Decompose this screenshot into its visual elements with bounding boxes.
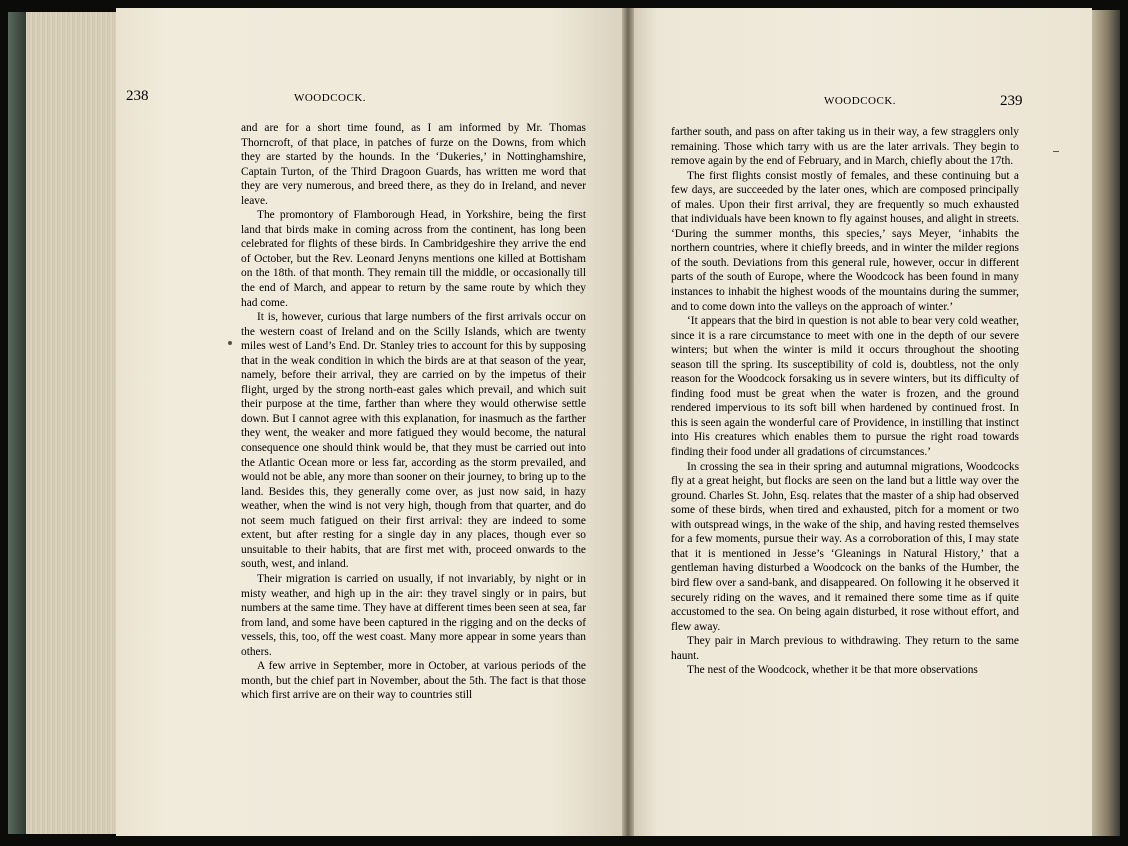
paragraph: It is, however, curious that large numbers of the first arrivals occur on the western coast of Ireland and on the Scilly Islands, which are twenty miles west of Land’s End. Dr. Stanley tries to account for this by supposing that in the weak condition in which the birds are at that season of the year, namely, before their arrival, they are carried on by the impetus of their flight, urged by the strong north-east gales which prevail, and which suit their purpose at the time, farther than where they would otherwise settle down. But I cannot agree with this explanation, for inasmuch as the farther they went, the weaker and more fatigued they would become, the natural consequence one should think would be, that they must be carried out into the Atlantic Ocean more or less far, according as the storm prevailed, and would not be able, any more than sooner on their journey, to bring up to the land. Besides this, they generally come over, as just now said, in hazy weather, when the wind is not very high, though from that quarter, and do not seem much fatigued on their first arrival: they are indeed to some extent, but after resting for a single day in any places, though ever so unsuitable to their habits, that are first met with, proceed onwards to the south, west, and inland.: [241, 311, 586, 571]
left-page-body: [241, 121, 586, 703]
right-page-body: [671, 125, 1019, 678]
page-edges-left: [8, 12, 117, 834]
paragraph: Their migration is carried on usually, if not invariably, by night or in misty weather, and high up in the air: they travel singly or in pairs, but numbers at the same time. They have at different times been seen at sea, far from land, and some have been captured in the rigging and on the decks of vessels, this, too, off the west coast. Many more appear in some years than others.: [241, 572, 586, 658]
margin-mark: [228, 341, 232, 345]
paragraph: and are for a short time found, as I am informed by Mr. Thomas Thorncroft, of that place, in patches of furze on the Downs, from which they are started by the hounds. In the ‘Dukeries,’ in Nottinghamshire, Captain Turton, of the Third Dragoon Guards, has written me word that they are very numerous, and breed there, as they do in Ireland, and never leave.: [241, 122, 586, 207]
paragraph: The first flights consist mostly of females, and these continuing but a few days, are succeeded by the later ones, which are composed principally of males. Upon their first arrival, they are frequently so much exhausted that individuals have been known to fly against houses, and alight in streets. ‘During the summer months, this species,’ says Meyer, ‘inhabits the northern countries, where it chiefly breeds, and in winter the milder regions of the south. Deviations from this general rule, however, occur in different parts of the south of Europe, where the Woodcock has been found in many instances to inhabit the highest woods of the mountains during the summer, and to come down into the valleys on the approach of winter.’: [671, 169, 1019, 313]
paragraph: The promontory of Flamborough Head, in Yorkshire, being the first land that birds make in coming across from the continent, has long been celebrated for flights of these birds. In Cambridgeshire they arrive the end of October, but the Rev. Leonard Jenyns mentions one killed at Bottisham on the 18th. of that month. They remain till the middle, or occasionally till the end of March, and appear to return by the same route by which they had come.: [241, 209, 586, 309]
right-page-number: 239: [1000, 93, 1023, 109]
paragraph: farther south, and pass on after taking us in their way, a few stragglers only remaining. Those which tarry with us are the later arrivals. They begin to remove again by the end of February, and in March, chiefly about the 17th.: [671, 126, 1019, 168]
left-page-number: 238: [126, 88, 149, 104]
left-running-head: WOODCOCK.: [293, 92, 367, 104]
paragraph: They pair in March previous to withdrawing. They return to the same haunt.: [671, 635, 1019, 662]
paragraph: ‘It appears that the bird in question is not able to bear very cold weather, since it is a rare circumstance to meet with one in the depth of our severe winters; but when the winter is mild it occurs throughout the shooting season till the spring. Its susceptibility of cold is, doubtless, not the only reason for the Woodcock forsaking us in severe winters, but its difficulty of finding food must be great when the water is frozen, and the ground rendered impervious to its soft bill when hardened by continued frost. In this is seen again the wonderful care of Providence, in instilling that instinct into His creatures which enables them to pursue the right road towards finding their food under all gradations of circumstances.’: [671, 315, 1019, 459]
margin-mark: [1053, 151, 1059, 152]
paragraph: In crossing the sea in their spring and autumnal migrations, Woodcocks fly at a great height, but flocks are seen on the land but a little way over the ground. Charles St. John, Esq. relates that the master of a ship had observed some of these birds, when tired and exhausted, pitch for a moment or two with outspread wings, in the wake of the ship, and having rested themselves for a few moments, pursue their way. As a corroboration of this, I may state that it is mentioned in Jesse’s ‘Gleanings in Natural History,’ that a gentleman having disturbed a Woodcock on the banks of the Humber, the bird flew over a sand-bank, and disappeared. On following it he observed it securely riding on the waves, and it remained there some time as if quite accustomed to the sea. On being again disturbed, it rose without effort, and flew away.: [671, 460, 1019, 633]
page-edges-right: [1090, 10, 1120, 836]
paragraph: The nest of the Woodcock, whether it be that more observations: [687, 664, 978, 677]
book-gutter: [622, 8, 634, 836]
right-running-head: WOODCOCK.: [823, 95, 897, 107]
paragraph: A few arrive in September, more in October, at various periods of the month, but the chief part in November, about the 5th. The fact is that those which first arrive are on their way to countries still: [241, 660, 586, 702]
